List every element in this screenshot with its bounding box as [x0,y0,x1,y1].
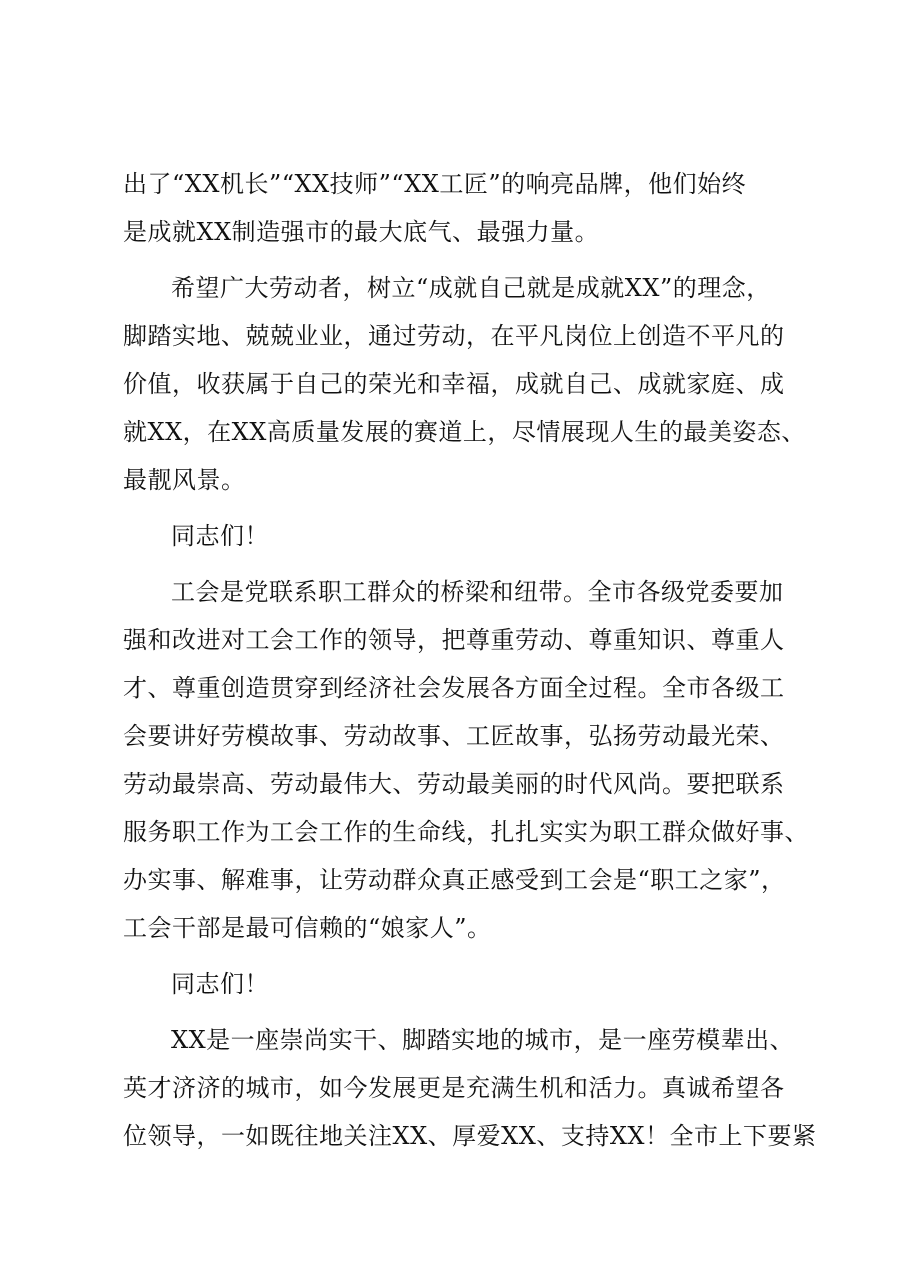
text-line: 劳动最崇高、劳动最伟大、劳动最美丽的时代风尚。要把联系 [123,770,785,798]
text-line: 工会是党联系职工群众的桥梁和纽带。全市各级党委要加 [171,578,784,606]
text-line: 办实事、解难事，让劳动群众真正感受到工会是“职工之家”， [123,866,786,894]
text-line: 强和改进对工会工作的领导，把尊重劳动、尊重知识、尊重人 [123,626,785,654]
text-line: 才、尊重创造贯穿到经济社会发展各方面全过程。全市各级工 [123,674,785,702]
text-line: 价值，收获属于自己的荣光和幸福，成就自己、成就家庭、成 [123,370,785,398]
text-line: 出了“XX机长”“XX技师”“XX工匠”的响亮品牌，他们始终 [123,170,747,198]
document-body [123,160,817,1160]
text-line: 最靓风景。 [123,466,246,494]
paragraph-salutation-1 [123,512,795,560]
text-line: 同志们！ [171,970,269,998]
text-line: 服务职工作为工会工作的生命线，扎扎实实为职工群众做好事、 [123,818,809,846]
text-line: 希望广大劳动者，树立“成就自己就是成就XX”的理念， [171,274,771,302]
text-line: 位领导，一如既往地关注XX、厚爱XX、支持XX！全市上下要紧 [123,1122,817,1150]
text-line: 英才济济的城市，如今发展更是充满生机和活力。真诚希望各 [123,1074,785,1102]
paragraph-brand-strength [123,160,795,256]
paragraph-city-vitality [123,1016,817,1160]
paragraph-workers-hope [123,264,806,504]
paragraph-trade-union [123,568,809,952]
text-line: 会要讲好劳模故事、劳动故事、工匠故事，弘扬劳动最光荣、 [123,722,785,750]
text-line: 是成就XX制造强市的最大底气、最强力量。 [123,218,600,246]
text-line: 同志们！ [171,522,269,550]
text-line: XX是一座崇尚实干、脚踏实地的城市，是一座劳模辈出、 [171,1026,795,1054]
text-line: 脚踏实地、兢兢业业，通过劳动，在平凡岗位上创造不平凡的 [123,322,785,350]
text-line: 工会干部是最可信赖的“娘家人”。 [123,914,492,942]
paragraph-salutation-2 [123,960,795,1008]
text-line: 就XX，在XX高质量发展的赛道上，尽情展现人生的最美姿态、 [123,418,806,446]
